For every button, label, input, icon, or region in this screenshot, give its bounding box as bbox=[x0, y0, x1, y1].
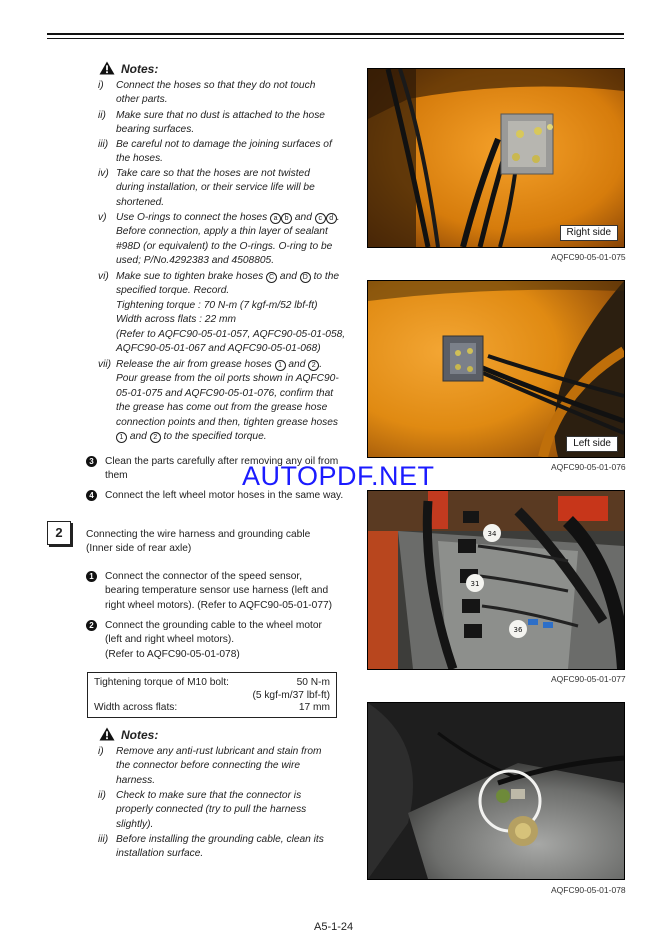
figure-caption: AQFC90-05-01-077 bbox=[551, 674, 626, 684]
page-number: A5-1-24 bbox=[314, 921, 354, 933]
header-rule-thin bbox=[47, 38, 624, 39]
step-bullet: 4 bbox=[86, 490, 97, 501]
torque-label: Tightening torque of M10 bolt: bbox=[94, 677, 229, 688]
circled-letter: c bbox=[315, 213, 326, 224]
header-rule bbox=[47, 33, 624, 35]
flats-value: 17 mm bbox=[298, 702, 330, 713]
watermark: AUTOPDF.NET bbox=[242, 461, 435, 491]
notes-heading: Notes: bbox=[99, 727, 158, 742]
photo-left-side bbox=[367, 280, 625, 458]
circled-letter: d bbox=[326, 213, 337, 224]
torque-value: 50 N-m bbox=[296, 677, 330, 688]
note-item: vii) Release the air from grease hoses 1 and 2 . Pour grease from the oil ports shown in AQFC90- 05-01-075 and AQFC90-05-01-076, confirm that the grease has come out from the grease hose connection points and then, tighten grease hoses 1 and 2 to the specified torque. bbox=[98, 359, 339, 443]
circled-number: 2 bbox=[308, 360, 319, 371]
photo-label: Right side bbox=[560, 225, 618, 241]
flats-label: Width across flats: bbox=[94, 702, 178, 713]
section-title: Connecting the wire harness and grounding cable (Inner side of rear axle) bbox=[86, 529, 311, 555]
step-bullet: 2 bbox=[86, 620, 97, 631]
note-item: iii) Before installing the grounding cable, clean its installation surface. bbox=[98, 834, 324, 860]
tag-label: 31 bbox=[470, 580, 480, 588]
note-item: vi) Make sue to tighten brake hoses C and D to the specified torque. Record. Tightening torque : 70 N-m (7 kgf-m/52 lbf-ft) Width across flats : 22 mm (Refer to AQFC90-05-01-057, AQFC90-05-01-058, AQFC90-05-01-067 and AQFC90-05-01-068) bbox=[98, 271, 346, 355]
step-item: 3 Clean the parts carefully after removing any oil from them bbox=[86, 455, 366, 485]
step-item: 2 Connect the grounding cable to the wheel motor (left and right wheel motors). (Refer to AQFC90-05-01-078) bbox=[86, 619, 366, 664]
step-bullet: 3 bbox=[86, 456, 97, 467]
circled-letter: a bbox=[270, 213, 281, 224]
note-item: iii) Be careful not to damage the joining surfaces of the hoses. bbox=[98, 139, 332, 165]
step-item: 1 Connect the connector of the speed sensor, bearing temperature sensor use harness (left and right wheel motors). (Refer to AQFC90-05-01-077) bbox=[86, 570, 366, 615]
figure-caption: AQFC90-05-01-075 bbox=[551, 252, 626, 262]
figure-caption: AQFC90-05-01-076 bbox=[551, 462, 626, 472]
circled-number: 2 bbox=[150, 432, 161, 443]
warning-icon bbox=[99, 727, 115, 741]
step-bullet: 1 bbox=[86, 571, 97, 582]
photo-grounding-cable bbox=[367, 702, 625, 880]
note-item: iv) Take care so that the hoses are not twisted during installation, or their service life will be shortened. bbox=[98, 168, 315, 208]
note-item: i) Remove any anti-rust lubricant and stain from the connector before connecting the wire harness. bbox=[98, 746, 322, 786]
torque-table bbox=[87, 672, 337, 718]
tag-label: 36 bbox=[513, 626, 523, 634]
tag-label: 34 bbox=[487, 530, 497, 538]
photo-right-side bbox=[367, 68, 625, 248]
photo-label: Left side bbox=[566, 436, 618, 452]
note-item: ii) Make sure that no dust is attached to the hose bearing surfaces. bbox=[98, 110, 325, 136]
note-item: ii) Check to make sure that the connector is properly connected (try to pull the harness slightly). bbox=[98, 790, 307, 830]
circled-number: 1 bbox=[275, 360, 286, 371]
notes-heading: Notes: bbox=[99, 61, 158, 76]
torque-value-imperial: (5 kgf-m/37 lbf-ft) bbox=[252, 690, 330, 701]
circled-letter: C bbox=[266, 272, 277, 283]
warning-icon bbox=[99, 61, 115, 75]
figure-caption: AQFC90-05-01-078 bbox=[551, 885, 626, 895]
note-item: i) Connect the hoses so that they do not touch other parts. bbox=[98, 80, 316, 106]
step-item: 4 Connect the left wheel motor hoses in the same way. bbox=[86, 489, 366, 505]
section-number-box: 2 bbox=[47, 521, 71, 545]
note-item: v) Use O-rings to connect the hoses a b and c d . Before connection, apply a thin layer of sealant #98D (or equivalent) to the O-rings. O-ring to be used; P/No.4292383 and 4508805. bbox=[98, 212, 340, 267]
circled-letter: b bbox=[281, 213, 292, 224]
circled-number: 1 bbox=[116, 432, 127, 443]
photo-wire-harness bbox=[367, 490, 625, 670]
circled-letter: D bbox=[300, 272, 311, 283]
